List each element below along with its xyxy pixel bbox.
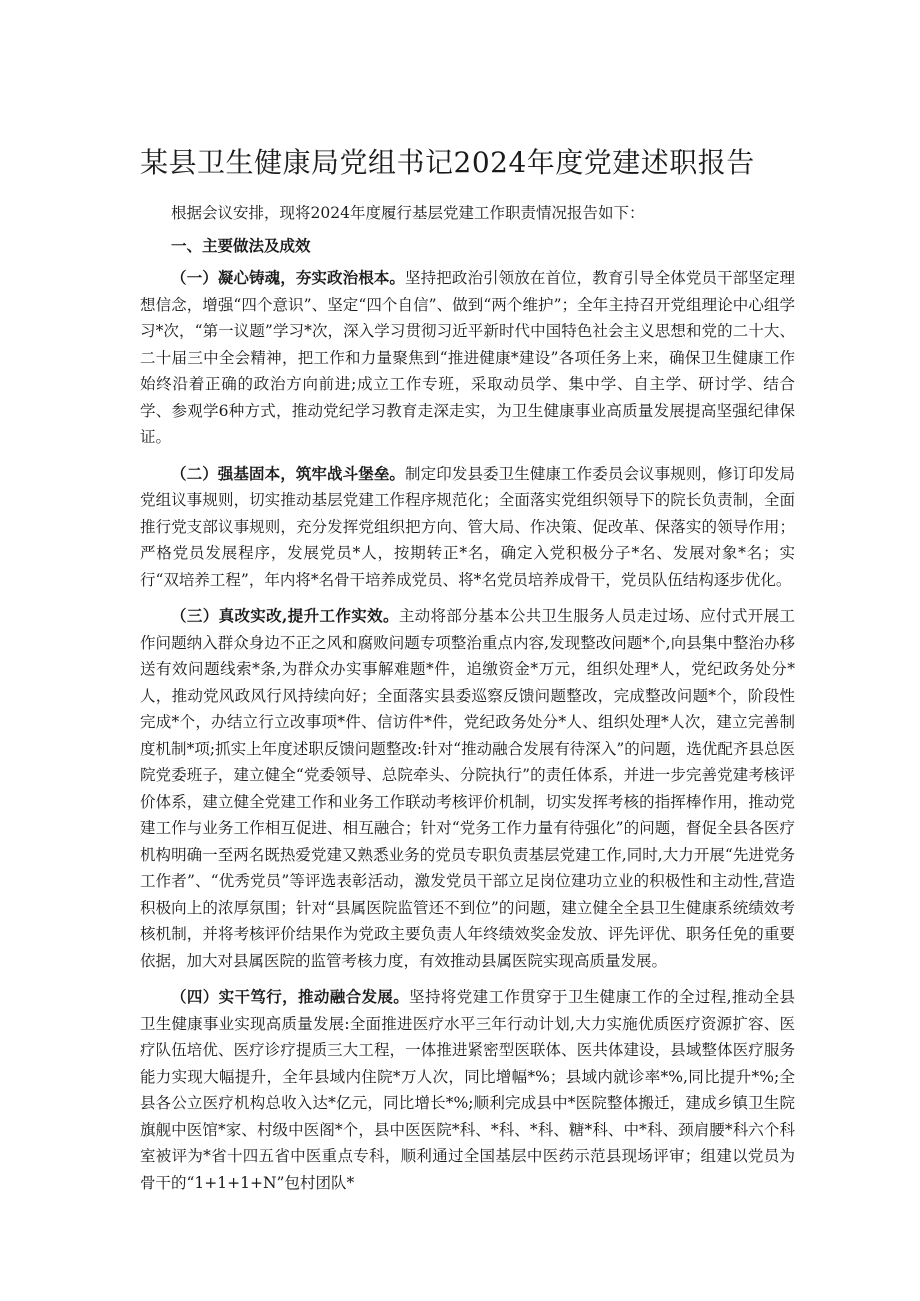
paragraph-3-text: 主动将部分基本公共卫生服务人员走过场、应付式开展工作问题纳入群众身边不正之风和腐败问题专项整治重点内容,发现整改问题*个,向县集中整治办移送有效问题线索*条,为群众办实事解难题*件，追缴资金*万元，组织处理*人，党纪政务处分*人，推动党风政风行风持续向好；全面落实县委巡察反馈问题整改，完成整改问题*个，阶段性完成*个，办结立行立改事项*件、信访件*件，党纪政务处分*人、组织处理*人次，建立完善制度机制*项;抓实上年度述职反馈问题整改:针对“推动融合发展有待深入”的问题，选优配齐县总医院党委班子，建立健全“党委领导、总院牵头、分院执行”的责任体系，并进一步完善党建考核评价体系，建立健全党建工作和业务工作联动考核评价机制，切实发挥考核的指挥棒作用，推动党建工作与业务工作相互促进、相互融合；针对“党务工作力量有待强化”的问题，督促全县各医疗机构明确一至两名既热爱党建又熟悉业务的党员专职负责基层党建工作,同时,大力开展“先进党务工作者”、“优秀党员”等评选表彰活动，激发党员干部立足岗位建功立业的积极性和主动性,营造积极向上的浓厚氛围；针对“县属医院监管还不到位”的问题，建立健全全县卫生健康系统绩效考核机制，并将考核评价结果作为党政主要负责人年终绩效奖金发放、评先评优、职务任免的重要依据，加大对县属医院的监管考核力度，有效推动县属医院实现高质量发展。 <box>140 607 795 970</box>
paragraph-4-text: 坚持将党建工作贯穿于卫生健康工作的全过程,推动全县卫生健康事业实现高质量发展:全面推进医疗水平三年行动计划,大力实施优质医疗资源扩容、医疗队伍培优、医疗诊疗提质三大工程，一体推进紧密型医联体、医共体建设，县域整体医疗服务能力实现大幅提升，全年县域内住院*万人次，同比增幅*%；县域内就诊率*%,同比提升*%;全县各公立医疗机构总收入达*亿元，同比增长*%;顺利完成县中*医院整体搬迁，建成乡镇卫生院旗舰中医馆*家、村级中医阁*个，县中医医院*科、*科、*科、糖*科、中*科、颈肩腰*科六个科室被评为*省十四五省中医重点专科，顺利通过全国基层中医药示范县现场评审；组建以党员为骨干的“1+1+1+N”包村团队* <box>140 988 795 1192</box>
paragraph-1-lead: （一）凝心铸魂，夯实政治根本。 <box>171 268 406 287</box>
paragraph-2-text: 制定印发县委卫生健康工作委员会议事规则，修订印发局党组议事规则，切实推动基层党建工作程序规范化；全面落实党组织领导下的院长负责制，全面推行党支部议事规则，充分发挥党组织把方向、管大局、作决策、促改革、保落实的领导作用；严格党员发展程序，发展党员*人，按期转正*名，确定入党积极分子*名、发展对象*名；实行“双培养工程”，年内将*名骨干培养成党员、将*名党员培养成骨干，党员队伍结构逐步优化。 <box>140 464 795 589</box>
document-title: 某县卫生健康局党组书记2024年度党建述职报告 <box>140 146 755 179</box>
paragraph-3 <box>140 603 795 974</box>
section-heading: 一、主要做法及成效 <box>171 235 311 255</box>
intro-paragraph: 根据会议安排，现将2024年度履行基层党建工作职责情况报告如下： <box>171 204 645 222</box>
paragraph-1 <box>140 265 795 451</box>
paragraph-4-lead: （四）实干笃行，推动融合发展。 <box>171 987 410 1006</box>
paragraph-1-text: 坚持把政治引领放在首位，教育引导全体党员干部坚定理想信念，增强“四个意识”、坚定“四个自信”、做到“两个维护”；全年主持召开党组理论中心组学习*次，“第一议题”学习*次，深入学习贯彻习近平新时代中国特色社会主义思想和党的二十大、二十届三中全会精神，把工作和力量聚焦到“推进健康*建设”各项任务上来，确保卫生健康工作始终沿着正确的政治方向前进;成立工作专班，采取动员学、集中学、自主学、研讨学、结合学、参观学6种方式，推动党纪学习教育走深走实，为卫生健康事业高质量发展提高坚强纪律保证。 <box>140 269 795 446</box>
paragraph-2 <box>140 461 795 594</box>
paragraph-4 <box>140 984 795 1196</box>
document-body <box>140 200 795 1206</box>
paragraph-3-lead: （三）真改实改,提升工作实效。 <box>171 606 399 625</box>
paragraph-2-lead: （二）强基固本，筑牢战斗堡垒。 <box>171 463 406 483</box>
